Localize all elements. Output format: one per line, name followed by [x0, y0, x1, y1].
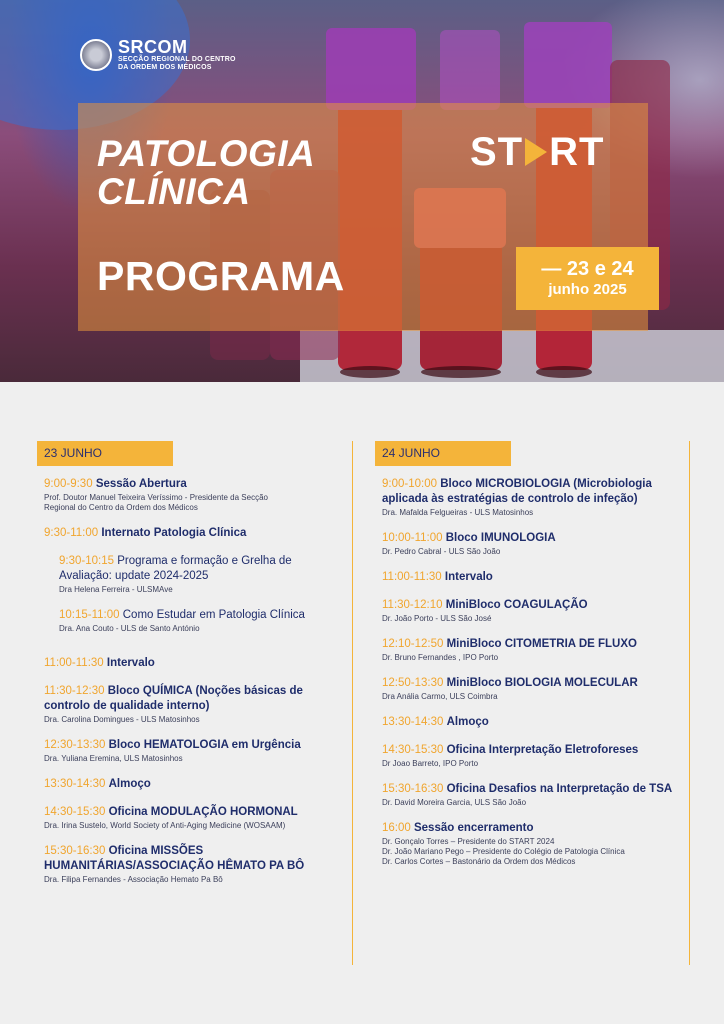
item-title: Internato Patologia Clínica — [101, 527, 247, 539]
program-item — [375, 743, 689, 769]
item-speaker: Dra. Yuliana Eremina, ULS Matosinhos — [44, 754, 183, 763]
item-time: 12:30-13:30 — [44, 739, 106, 751]
title-line-1: PATOLOGIA — [97, 133, 316, 174]
item-title: Almoço — [108, 778, 151, 790]
program-item — [375, 598, 689, 624]
org-sub-2: DA ORDEM DOS MÉDICOS — [118, 64, 212, 71]
srcom-logo — [80, 38, 236, 72]
date-badge — [516, 247, 659, 310]
event-title — [97, 135, 315, 211]
item-title: Sessão Abertura — [95, 478, 187, 490]
date-days: — 23 e 24 — [541, 258, 634, 280]
item-speaker: Dr. Bruno Fernandes , IPO Porto — [382, 653, 499, 662]
item-title: Programa e formação e Grelha de Avaliação: update 2024-2025 — [59, 555, 292, 582]
item-title: Oficina MODULAÇÃO HORMONAL — [108, 806, 298, 818]
program-item — [37, 656, 352, 671]
start-logo-part-2: RT — [549, 130, 605, 174]
item-speaker: Dr. Carlos Cortes – Bastonário da Ordem dos Médicos — [382, 857, 576, 866]
item-speaker: Dra. Irina Sustelo, World Society of Anti-Aging Medicine (WOSAAM) — [44, 821, 286, 830]
program-item — [375, 821, 689, 867]
program-item — [37, 844, 352, 885]
item-speaker: Dra. Filipa Fernandes - Associação Hemato Pa Bô — [44, 875, 223, 884]
day-2-column — [375, 441, 690, 965]
program-item — [375, 477, 689, 518]
program-item — [375, 531, 689, 557]
play-triangle-icon — [525, 138, 547, 166]
item-title: Bloco QUÍMICA (Noções básicas de controlo de qualidade interno) — [44, 685, 303, 712]
day-1-column — [37, 441, 353, 965]
item-title: Como Estudar em Patologia Clínica — [122, 609, 305, 621]
item-title: Almoço — [446, 716, 489, 728]
item-title: Oficina Interpretação Eletroforeses — [446, 744, 639, 756]
item-time: 9:30-11:00 — [44, 527, 99, 539]
start-logo — [470, 131, 604, 173]
program-subitem — [37, 554, 352, 595]
item-time: 11:00-11:30 — [44, 657, 104, 669]
item-speaker: Dra. Ana Couto - ULS de Santo António — [59, 624, 200, 633]
item-time: 16:00 — [382, 822, 411, 834]
item-title: Oficina Desafios na Interpretação de TSA — [446, 783, 673, 795]
item-speaker: Dr. David Moreira Garcia, ULS São João — [382, 798, 527, 807]
program-item — [37, 805, 352, 831]
item-speaker: Regional do Centro da Ordem dos Médicos — [44, 503, 198, 512]
item-time: 15:30-16:30 — [44, 845, 106, 857]
item-time: 9:30-10:15 — [59, 555, 114, 567]
item-time: 13:30-14:30 — [382, 716, 444, 728]
item-title: MiniBloco BIOLOGIA MOLECULAR — [446, 677, 638, 689]
item-time: 10:15-11:00 — [59, 609, 120, 621]
item-title: MiniBloco CITOMETRIA DE FLUXO — [446, 638, 637, 650]
item-speaker: Dra Helena Ferreira - ULSMAve — [59, 585, 173, 594]
item-title: Bloco HEMATOLOGIA em Urgência — [108, 739, 301, 751]
program-item — [375, 676, 689, 702]
item-time: 9:00-9:30 — [44, 478, 93, 490]
item-time: 14:30-15:30 — [382, 744, 444, 756]
item-speaker: Dra Anália Carmo, ULS Coimbra — [382, 692, 498, 701]
program-item — [37, 477, 352, 513]
org-name: SRCOM — [118, 37, 188, 57]
title-line-2: CLÍNICA — [97, 171, 251, 212]
item-time: 11:00-11:30 — [382, 571, 442, 583]
program-item — [375, 782, 689, 808]
item-time: 13:30-14:30 — [44, 778, 106, 790]
item-time: 12:50-13:30 — [382, 677, 444, 689]
start-logo-part-1: ST — [470, 130, 524, 174]
item-title: Bloco MICROBIOLOGIA (Microbiologia aplicada às estratégias de controlo de infeção) — [382, 478, 652, 505]
program-item — [375, 637, 689, 663]
item-title: Bloco IMUNOLOGIA — [445, 532, 556, 544]
item-speaker: Prof. Doutor Manuel Teixeira Veríssimo - Presidente da Secção — [44, 493, 268, 502]
program-item — [37, 684, 352, 725]
item-time: 15:30-16:30 — [382, 783, 444, 795]
srcom-seal-icon — [80, 39, 112, 71]
item-title: Sessão encerramento — [413, 822, 534, 834]
program-subitem — [37, 608, 352, 634]
item-speaker: Dr Joao Barreto, IPO Porto — [382, 759, 479, 768]
program-item — [37, 738, 352, 764]
day-2-label: 24 JUNHO — [375, 441, 511, 466]
hero-banner — [0, 0, 724, 382]
item-speaker: Dra. Carolina Domingues - ULS Matosinhos — [44, 715, 200, 724]
item-speaker: Dr. João Porto - ULS São José — [382, 614, 492, 623]
item-title: MiniBloco COAGULAÇÃO — [445, 599, 588, 611]
item-time: 12:10-12:50 — [382, 638, 444, 650]
item-time: 9:00-10:00 — [382, 478, 437, 490]
item-title: Intervalo — [444, 571, 493, 583]
program-item — [37, 526, 352, 541]
programa-heading: PROGRAMA — [97, 253, 345, 299]
item-speaker: Dr. Pedro Cabral - ULS São João — [382, 547, 501, 556]
program-item — [37, 777, 352, 792]
program-item — [375, 715, 689, 730]
item-title: Intervalo — [106, 657, 155, 669]
day-1-label: 23 JUNHO — [37, 441, 173, 466]
org-sub-1: SECÇÃO REGIONAL DO CENTRO — [118, 56, 236, 63]
item-time: 11:30-12:30 — [44, 685, 105, 697]
item-time: 11:30-12:10 — [382, 599, 443, 611]
program-item — [375, 570, 689, 585]
item-speaker: Dra. Mafalda Felgueiras - ULS Matosinhos — [382, 508, 534, 517]
item-speaker: Dr. Gonçalo Torres – Presidente do START 2024 — [382, 837, 555, 846]
item-time: 14:30-15:30 — [44, 806, 106, 818]
date-month: junho 2025 — [548, 281, 627, 298]
item-speaker: Dr. João Mariano Pego – Presidente do Colégio de Patologia Clínica — [382, 847, 625, 856]
item-time: 10:00-11:00 — [382, 532, 443, 544]
item-title: Oficina MISSÕES HUMANITÁRIAS/ASSOCIAÇÃO HÊMATO PA BÔ — [44, 845, 305, 872]
